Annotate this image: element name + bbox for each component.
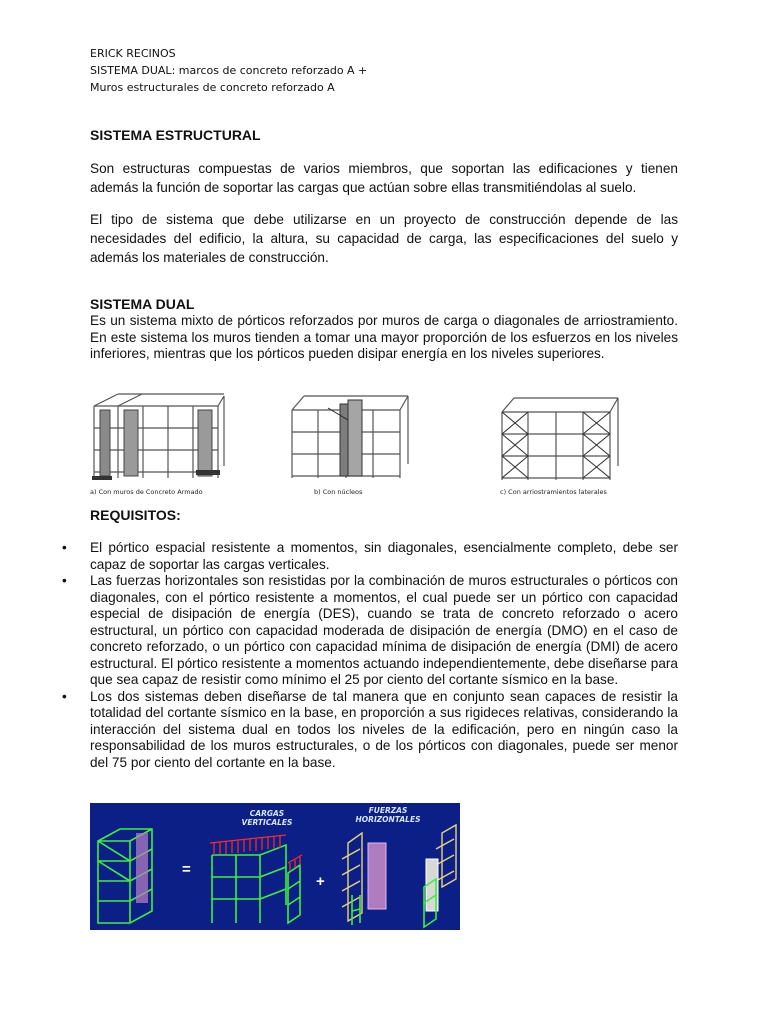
caption-figure-a: a) Con muros de Concreto Armado xyxy=(90,488,203,496)
section-title-sistema-dual: SISTEMA DUAL xyxy=(90,296,195,312)
document-header xyxy=(90,45,367,96)
bullet: • xyxy=(62,688,67,704)
list-item xyxy=(62,689,678,772)
requirements-list xyxy=(62,540,678,771)
bullet: • xyxy=(62,573,67,588)
dual-system-load-diagram xyxy=(90,803,460,930)
figure-lateral-bracing xyxy=(498,386,623,496)
frame-with-core-drawing xyxy=(288,386,413,484)
requirement-text: El pórtico espacial resistente a momentos, sin diagonales, esencialmente completo, debe ser capaz de soportar las cargas verticales. xyxy=(90,540,678,572)
frame-with-walls-drawing xyxy=(88,386,228,484)
braced-frame-drawing xyxy=(498,386,623,484)
subject-line-2: Muros estructurales de concreto reforzado A xyxy=(90,81,335,94)
cargas-verticales-label: CARGAS VERTICALES xyxy=(241,809,293,827)
list-item xyxy=(62,573,678,689)
bullet: • xyxy=(62,540,67,555)
equals-sign: = xyxy=(182,861,191,878)
requirement-text: Los dos sistemas deben diseñarse de tal manera que en conjunto sean capaces de resistir la totalidad del cortante sísmico en la base, en proporción a sus rigideces relativas, considerando la interacción del sistema dual en todos los niveles de la edificación, pero en ningún caso la responsabilidad de los muros estructurales, o de los pórticos con diagonales, puede ser menor del 75 por ciento del cortante en la base. xyxy=(90,688,678,770)
subject-line: SISTEMA DUAL: marcos de concreto reforzado A + xyxy=(90,64,368,77)
list-item xyxy=(62,540,678,573)
figure-cores xyxy=(288,386,413,496)
author-name: ERICK RECINOS xyxy=(90,47,176,60)
structural-systems-figure xyxy=(88,386,678,501)
paragraph-estructural-1: Son estructuras compuestas de varios miembros, que soportan las edificaciones y tienen además la función de soportar las cargas que actúan sobre ellas transmitiéndolas al suelo. xyxy=(90,161,678,195)
caption-figure-b: b) Con núcleos xyxy=(314,488,363,496)
fuerzas-horizontales-label: FUERZAS HORIZONTALES xyxy=(355,806,421,824)
requirement-text: Las fuerzas horizontales son resistidas por la combinación de muros estructurales o pórticos con diagonales, con el pórtico resistente a momentos, el cual puede ser un pórtico con capacidad especial de disipación de energía (DES), cuando se trata de concreto reforzado o acero estructural, un pórtico con capacidad moderada de disipación de energía (DMO) en el caso de concreto reforzado, o un pórtico con capacidad mínima de disipación de energía (DMI) de acero estructural. El pórtico resistente a momentos actuando independientemente, debe diseñarse para que sea capaz de resistir como mínimo el 25 por ciento del cortante sísmico en la base. xyxy=(90,573,678,687)
paragraph-estructural-2: El tipo de sistema que debe utilizarse en un proyecto de construcción depende de las necesidades del edificio, la altura, su capacidad de carga, las especificaciones del suelo y además los materiales de construcción. xyxy=(90,212,678,265)
section-title-sistema-estructural: SISTEMA ESTRUCTURAL xyxy=(90,127,261,143)
figure-concrete-walls xyxy=(88,386,228,496)
plus-sign: + xyxy=(316,873,325,890)
caption-figure-c: c) Con arriostramientos laterales xyxy=(500,488,607,496)
paragraph-dual: Es un sistema mixto de pórticos reforzados por muros de carga o diagonales de arriostramiento. En este sistema los muros tienden a tomar una mayor proporción de los esfuerzos en los niveles inferiores, mientras que los pórticos pueden disipar energía en los niveles superiores. xyxy=(90,313,678,361)
section-title-requisitos: REQUISITOS: xyxy=(90,507,181,523)
